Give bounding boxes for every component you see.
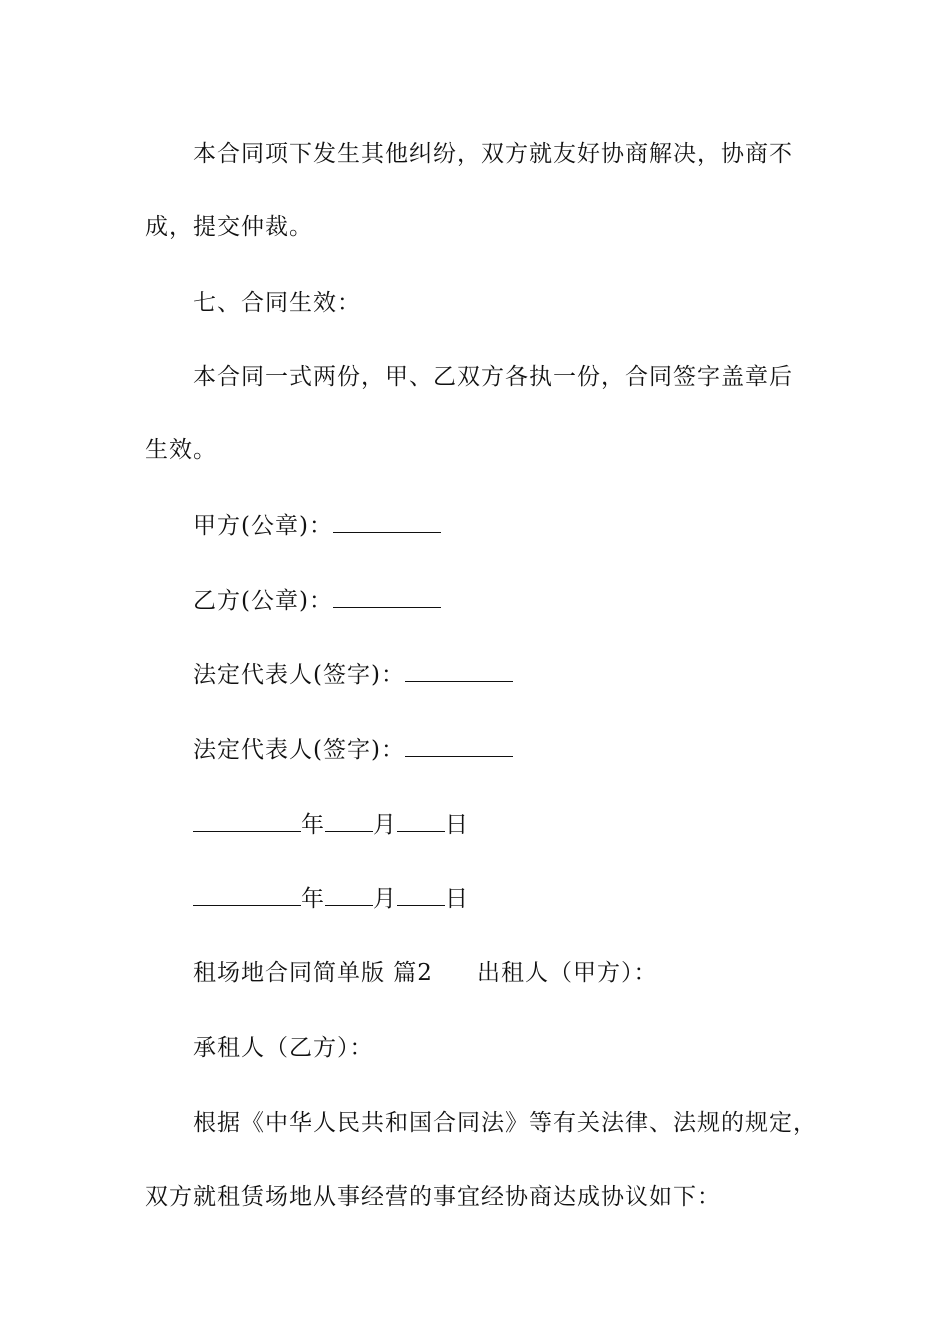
lessor-label: 出租人（甲方）： <box>476 960 658 986</box>
date-2-year-label: 年 <box>301 886 325 912</box>
date-1-year-label: 年 <box>301 812 325 838</box>
date-1-year-blank <box>193 809 301 832</box>
effect-paragraph-line-1: 本合同一式两份，甲、乙双方各执一份，合同签字盖章后 <box>193 364 793 390</box>
date-2-month-label: 月 <box>373 886 397 912</box>
party-a-seal-label: 甲方(公章)： <box>193 513 333 539</box>
representative-1-line <box>193 659 863 690</box>
date-2-year-blank <box>193 883 301 906</box>
representative-2-label: 法定代表人(签字)： <box>193 737 405 763</box>
intro-paragraph-line-1: 根据《中华人民共和国合同法》等有关法律、法规的规定， <box>193 1110 817 1136</box>
party-b-seal-blank <box>333 585 441 608</box>
party-b-seal-label: 乙方(公章)： <box>193 588 333 614</box>
effect-paragraph-line-2: 生效。 <box>145 437 217 463</box>
second-contract-title: 租场地合同简单版 篇2 <box>193 960 433 986</box>
date-2-month-blank <box>325 883 373 906</box>
date-2-day-blank <box>397 883 445 906</box>
party-a-seal-blank <box>333 510 441 533</box>
section-7-heading: 七、合同生效： <box>193 290 361 316</box>
date-line-1 <box>193 809 863 840</box>
representative-2-line <box>193 734 863 765</box>
representative-1-blank <box>405 659 513 682</box>
date-1-day-blank <box>397 809 445 832</box>
representative-1-label: 法定代表人(签字)： <box>193 662 405 688</box>
intro-paragraph-line-2: 双方就租赁场地从事经营的事宜经协商达成协议如下： <box>145 1184 721 1210</box>
date-2-day-label: 日 <box>445 886 469 912</box>
date-1-month-label: 月 <box>373 812 397 838</box>
date-1-month-blank <box>325 809 373 832</box>
party-b-seal-line <box>193 585 863 616</box>
party-a-seal-line <box>193 510 863 541</box>
dispute-paragraph-line-1: 本合同项下发生其他纠纷，双方就友好协商解决，协商不 <box>193 141 793 167</box>
second-contract-title-line <box>193 958 863 988</box>
date-1-day-label: 日 <box>445 812 469 838</box>
lessee-label: 承租人（乙方）： <box>193 1035 374 1061</box>
representative-2-blank <box>405 734 513 757</box>
dispute-paragraph-line-2: 成，提交仲裁。 <box>145 214 313 240</box>
date-line-2 <box>193 883 863 914</box>
